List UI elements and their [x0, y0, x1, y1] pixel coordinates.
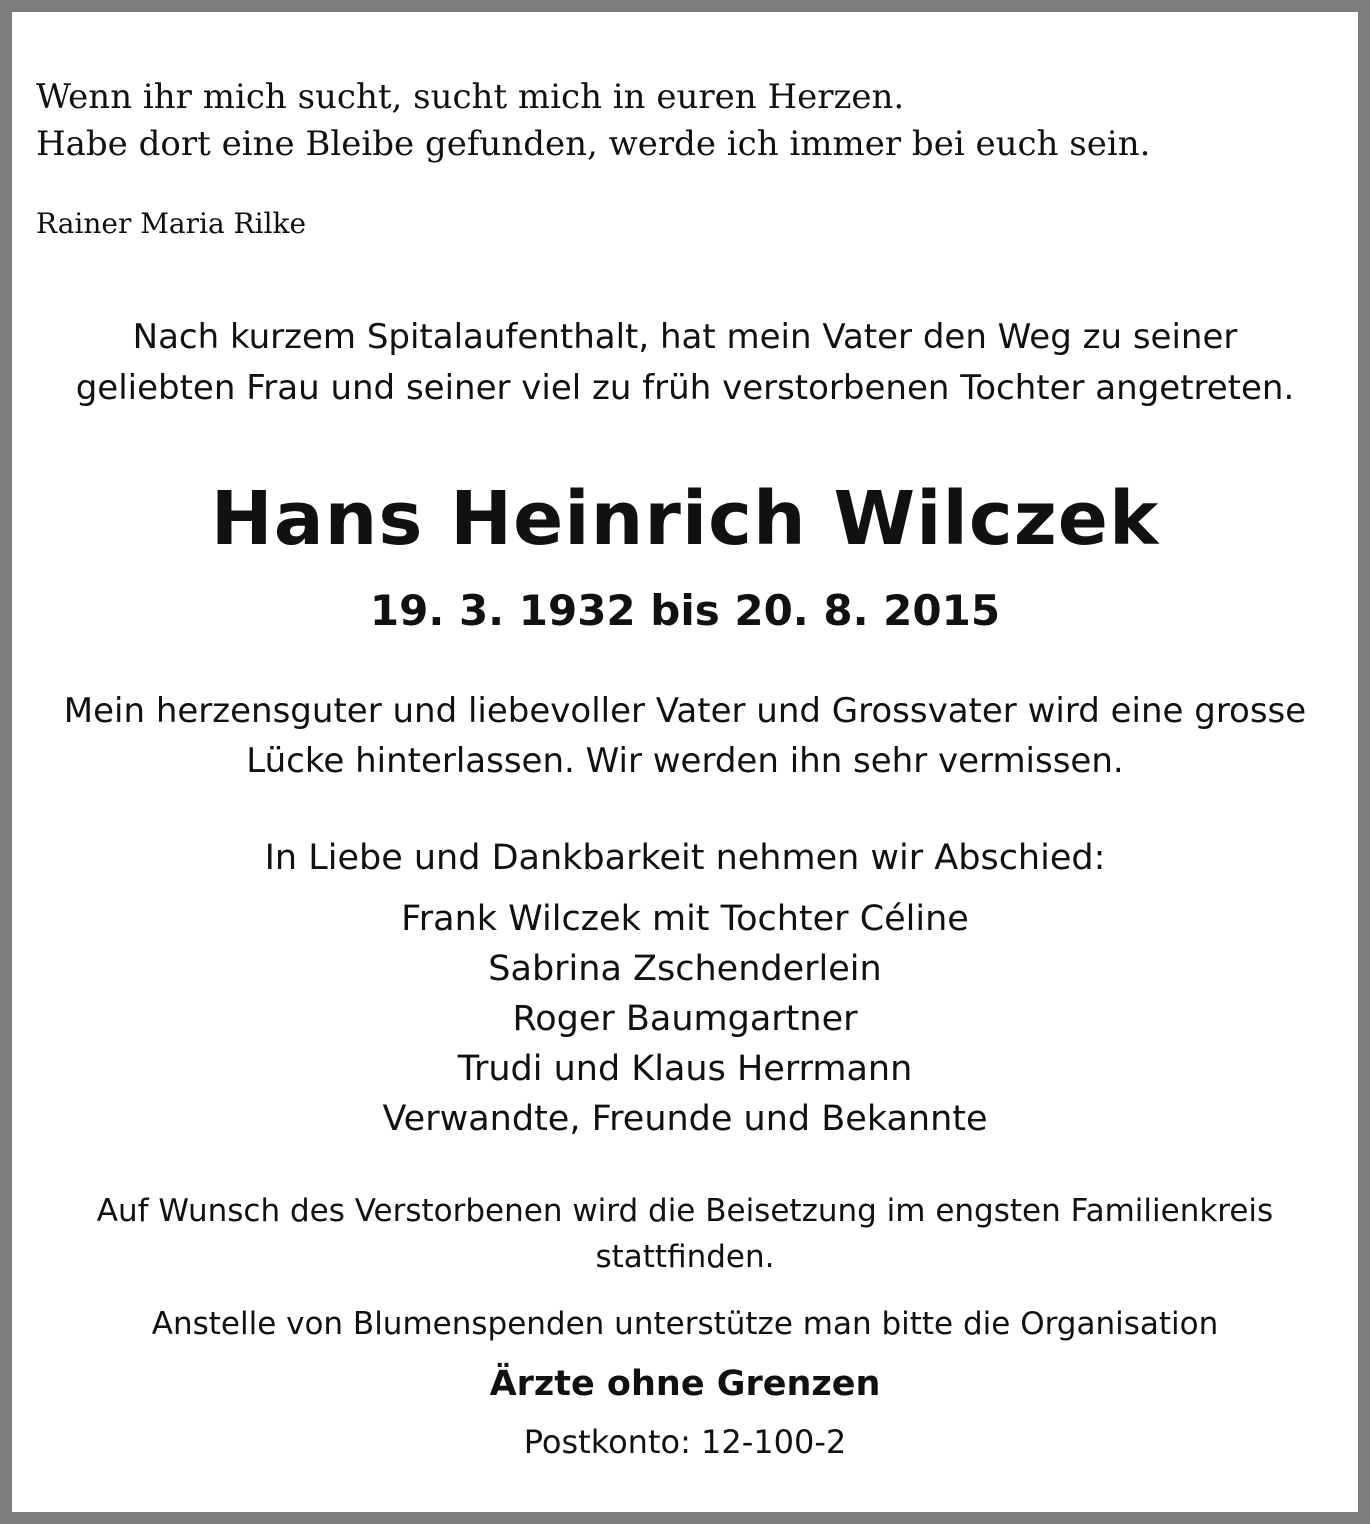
tribute-line: Mein herzensguter und liebevoller Vater und Grossvater wird eine grosse — [63, 691, 1307, 731]
mourner-item: Trudi und Klaus Herrmann — [457, 1049, 913, 1089]
donation-organization: Ärzte ohne Grenzen — [489, 1364, 881, 1404]
quote-line: Wenn ihr mich sucht, sucht mich in euren Herzen. — [36, 77, 905, 117]
quote-line: Habe dort eine Bleibe gefunden, werde ich immer bei euch sein. — [36, 124, 1151, 164]
intro-text — [12, 312, 1358, 414]
mourner-item: Roger Baumgartner — [512, 999, 858, 1039]
obituary-card — [12, 12, 1358, 1512]
donation-text: Anstelle von Blumenspenden unterstütze man bitte die Organisation — [151, 1306, 1219, 1342]
life-dates: 19. 3. 1932 bis 20. 8. 2015 — [369, 586, 1001, 635]
mourner-item: Sabrina Zschenderlein — [488, 949, 882, 989]
deceased-name: Hans Heinrich Wilczek — [210, 476, 1160, 562]
tribute-line: Lücke hinterlassen. Wir werden ihn sehr vermissen. — [246, 741, 1124, 781]
burial-line: Auf Wunsch des Verstorbenen wird die Beisetzung im engsten Familienkreis — [96, 1193, 1274, 1229]
mourner-item: Frank Wilczek mit Tochter Céline — [401, 899, 969, 939]
burial-notice — [12, 1188, 1358, 1280]
intro-line: Nach kurzem Spitalaufenthalt, hat mein Vater den Weg zu seiner — [132, 317, 1238, 357]
mourner-item: Verwandte, Freunde und Bekannte — [382, 1099, 988, 1139]
quote-author: Rainer Maria Rilke — [36, 207, 307, 240]
postal-account: Postkonto: 12-100-2 — [523, 1423, 847, 1461]
intro-line: geliebten Frau und seiner viel zu früh verstorbenen Tochter angetreten. — [75, 368, 1295, 408]
mourners-list — [12, 894, 1358, 1144]
burial-line: stattfinden. — [595, 1239, 775, 1275]
quote — [36, 74, 1150, 168]
farewell-heading: In Liebe und Dankbarkeit nehmen wir Abschied: — [264, 838, 1106, 878]
tribute-text — [12, 686, 1358, 786]
